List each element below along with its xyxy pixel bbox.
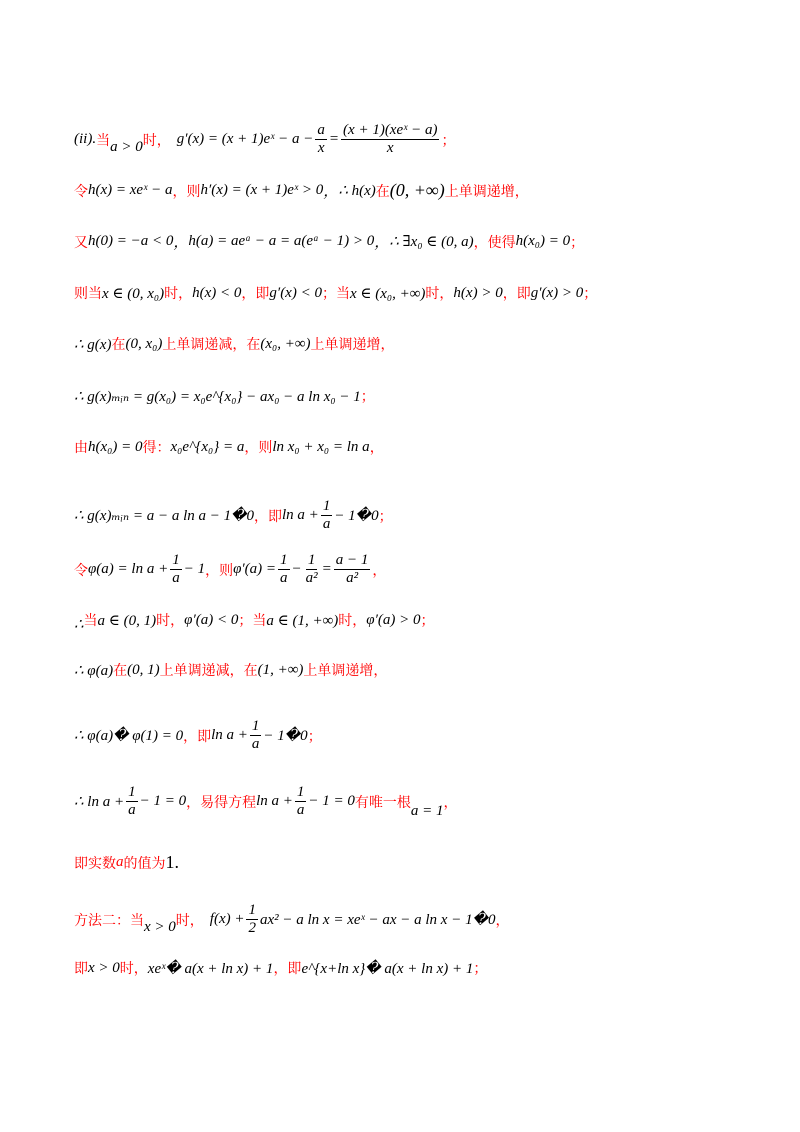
- text-red: 时，: [164, 286, 193, 302]
- math: (0, +∞): [389, 180, 445, 200]
- fraction: $\frac{1}{a}$: [172, 552, 180, 587]
- line-16: [74, 958, 760, 978]
- line-14: [74, 852, 760, 873]
- math: f(x) +: [209, 911, 245, 928]
- math: −: [291, 561, 302, 578]
- math: =: [328, 131, 340, 148]
- text-red: 上单调递增，: [310, 337, 395, 353]
- fraction: $\frac{1}{a}$: [296, 784, 305, 819]
- math: h(x) < 0: [192, 284, 242, 301]
- math: e^{x+ln x}� a(x + ln x) + 1: [301, 960, 474, 977]
- line-10: [74, 610, 760, 633]
- math: h(0) = −a < 0: [88, 233, 174, 249]
- text-red: 上单调递减，在: [162, 337, 261, 353]
- math: h(x) > 0: [453, 284, 503, 301]
- line-4: [74, 283, 760, 303]
- math: ∴ ln a +: [74, 794, 125, 811]
- fraction: $\frac{1}{a}$: [280, 552, 288, 587]
- math: ∴: [74, 616, 84, 633]
- text-red: ；: [360, 389, 375, 405]
- text-red: ，使得: [473, 234, 516, 251]
- fraction: $\frac{1}{a}$: [322, 498, 331, 533]
- text-red: 上单调递增，: [303, 663, 388, 679]
- line-9: [74, 552, 760, 588]
- math: x₀e^{x₀} = a: [170, 438, 245, 455]
- fraction: $\frac{1}{a}$: [128, 784, 136, 819]
- math: ax² − a ln x = xeˣ − ax − a ln x − 1�0: [259, 912, 496, 929]
- text-red: 时，: [142, 132, 171, 149]
- line-2: [74, 180, 760, 201]
- math: φ(a) = ln a +: [88, 561, 169, 578]
- text-red: ，即: [502, 286, 531, 302]
- math: − 1 = 0: [139, 793, 187, 810]
- math: a ∈ (0, 1): [97, 612, 157, 629]
- math: ln a +: [282, 507, 319, 524]
- text-red: ；当: [321, 286, 350, 302]
- math: h(x) = xeˣ − a: [88, 182, 173, 198]
- text-red: ，: [369, 440, 384, 456]
- text-red: ，: [495, 912, 510, 929]
- math: ∴ g(x)ₘᵢₙ = a − a ln a − 1�0: [74, 508, 255, 525]
- text-red: 时，: [425, 286, 454, 302]
- math: a = 1: [410, 803, 444, 820]
- fraction: $\frac{1}{a}$: [251, 718, 260, 753]
- line-12: [74, 718, 760, 754]
- text-red: 又: [74, 234, 88, 251]
- math: xeˣ� a(x + ln x) + 1: [147, 960, 274, 977]
- text-red: ；: [441, 132, 456, 149]
- math: h(a) = aeᵃ − a = a(eᵃ − 1) > 0: [188, 233, 375, 249]
- text-red: ，则: [244, 440, 273, 456]
- text-red: ；: [570, 234, 585, 251]
- math: φ′(a) > 0: [366, 611, 421, 628]
- fraction: $\frac{1}{2}$: [248, 902, 256, 937]
- text-red: 时，: [175, 912, 204, 929]
- text-red: ，: [372, 562, 387, 579]
- text-red: 在: [375, 183, 390, 200]
- line-3: [74, 231, 760, 252]
- line-1: [74, 122, 760, 158]
- math: ∴ φ(a)� φ(1) = 0: [74, 728, 184, 745]
- math: a ∈ (1, +∞): [266, 612, 339, 629]
- math: ∴ ∃x₀ ∈ (0, a): [389, 234, 474, 250]
- text-red: 上单调递减，在: [159, 663, 258, 679]
- text-red: ；: [583, 286, 598, 302]
- math: x ∈ (x₀, +∞): [349, 285, 426, 302]
- math: (1, +∞): [257, 661, 304, 678]
- text-red: 时，: [119, 961, 148, 977]
- fraction: $\frac{a - 1}{\text{a²}}$: [335, 552, 369, 587]
- math: ∴ g(x)ₘᵢₙ = g(x₀) = x₀e^{x₀} − ax₀ − a ln x₀ − 1: [74, 388, 361, 405]
- math: a > 0: [110, 139, 143, 156]
- line-11: [74, 660, 760, 680]
- math: h′(x) = (x + 1)eˣ > 0: [200, 182, 324, 198]
- text-red: 得：: [142, 440, 171, 456]
- text-red: 在: [113, 663, 128, 679]
- math: 1.: [165, 852, 179, 872]
- math: x > 0: [88, 959, 120, 976]
- text-red: 则当: [74, 286, 102, 302]
- text-red: 即: [74, 961, 88, 977]
- text-red: ，则: [172, 183, 201, 200]
- text-red: ，即: [254, 508, 283, 525]
- punct: ，: [323, 184, 339, 200]
- fraction: $\frac{\text{(x + 1)(xeˣ − a)}}{x}$: [343, 122, 438, 157]
- math: ∴ h(x): [338, 183, 376, 199]
- math: ln x₀ + x₀ = ln a: [272, 438, 370, 455]
- math: =: [321, 561, 332, 578]
- math: ∴ g(x): [74, 336, 112, 353]
- text-red: ；: [420, 613, 435, 629]
- text-red: ；: [473, 961, 488, 977]
- text-red: 有唯一根: [354, 794, 411, 811]
- text-red: 在: [111, 337, 126, 353]
- text-red: 当: [83, 613, 98, 629]
- line-8: [74, 498, 760, 534]
- math: φ′(a) < 0: [184, 611, 239, 628]
- text-red: 上单调递增，: [444, 183, 529, 200]
- math: h(x₀) = 0: [515, 233, 571, 249]
- math: a: [116, 854, 124, 870]
- math: h(x₀) = 0: [88, 438, 143, 455]
- text-red: ，则: [205, 562, 234, 579]
- line-6: [74, 386, 760, 406]
- fraction: $\frac{1}{\text{a²}}$: [305, 552, 318, 587]
- math: − 1�0: [334, 508, 379, 525]
- text-red: ，: [443, 794, 458, 811]
- line-15: [74, 902, 760, 938]
- text-red: 即实数: [74, 855, 116, 872]
- line-13: [74, 784, 760, 820]
- text-red: ；当: [238, 613, 267, 629]
- text-red: 由: [74, 440, 88, 456]
- text-red: ，即: [241, 286, 270, 302]
- fraction: $\frac{a}{x}$: [317, 122, 325, 157]
- math: φ′(a) =: [233, 561, 277, 578]
- math: x ∈ (0, x₀): [102, 285, 165, 302]
- math: ln a +: [256, 793, 293, 810]
- text-red: 的值为: [123, 855, 166, 872]
- math: − 1�0: [263, 728, 308, 745]
- punct: ，: [374, 235, 390, 251]
- math: g′(x) > 0: [530, 284, 584, 301]
- text-red: 时，: [338, 613, 367, 629]
- case-label: (ii).: [74, 131, 97, 148]
- punct: ，: [173, 235, 189, 251]
- text-red: 当: [96, 132, 111, 149]
- line-7: [74, 437, 760, 457]
- math: g′(x) = (x + 1)eˣ − a −: [176, 131, 314, 148]
- text-red: 令: [74, 183, 88, 200]
- math: x > 0: [144, 919, 176, 936]
- math: − 1: [183, 561, 206, 578]
- math: ln a +: [211, 727, 248, 744]
- text-red: 令: [74, 562, 88, 579]
- math: − 1 = 0: [308, 793, 355, 810]
- math: ∴ φ(a): [74, 662, 114, 679]
- text-red: ，即: [183, 728, 212, 745]
- text-red: ；: [378, 508, 393, 525]
- math: (0, 1): [127, 661, 160, 678]
- text-red: 方法二：当: [74, 912, 144, 929]
- line-5: [74, 334, 760, 354]
- math: (0, x₀): [125, 335, 163, 352]
- text-red: ，即: [273, 961, 302, 977]
- text-red: ，易得方程: [186, 794, 257, 811]
- math: (x₀, +∞): [260, 335, 311, 352]
- text-red: 时，: [156, 613, 185, 629]
- math: g′(x) < 0: [269, 284, 322, 301]
- text-red: ；: [307, 728, 322, 745]
